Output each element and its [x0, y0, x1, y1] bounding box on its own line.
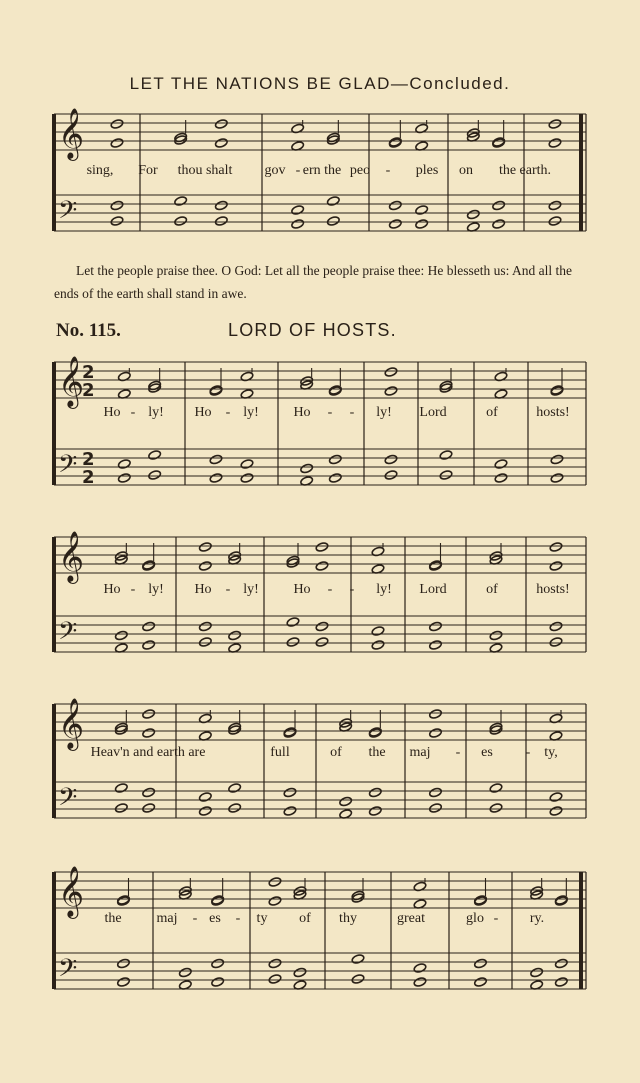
half-note	[211, 958, 225, 969]
lyric-syllable: the earth.	[498, 163, 552, 178]
lyric-syllable: gov	[264, 163, 286, 178]
half-note	[384, 454, 398, 465]
lyric-syllable: ly!	[243, 405, 259, 420]
half-note	[214, 216, 228, 227]
treble-staff	[54, 704, 586, 740]
half-note	[494, 459, 508, 470]
lyric-syllable: es	[209, 911, 221, 926]
half-note	[489, 783, 503, 794]
lyric-syllable: -	[130, 405, 136, 420]
half-note	[429, 709, 443, 720]
lyric-syllable: For	[138, 163, 158, 178]
half-note	[549, 621, 563, 632]
half-note	[384, 386, 398, 397]
half-note	[549, 561, 563, 572]
half-note	[368, 806, 382, 817]
half-note	[198, 621, 212, 632]
half-note	[174, 196, 188, 207]
half-note	[351, 974, 365, 985]
half-note	[142, 787, 156, 798]
half-note	[228, 630, 242, 641]
lyric-syllable: glo	[466, 911, 484, 926]
half-note	[413, 963, 427, 974]
lyric-syllable: -	[327, 405, 333, 420]
half-note	[214, 200, 228, 211]
half-note	[549, 792, 563, 803]
lyric-syllable: sing,	[86, 163, 114, 178]
lyric-syllable: Lord	[419, 582, 447, 597]
half-note	[326, 196, 340, 207]
half-note	[142, 728, 156, 739]
half-note	[554, 958, 568, 969]
hymn-title: LORD OF HOSTS.	[228, 320, 397, 340]
half-note	[293, 967, 307, 978]
half-note	[554, 977, 568, 988]
half-note	[328, 454, 342, 465]
half-note	[268, 974, 282, 985]
lyric-syllable: ty,	[544, 745, 558, 760]
lyric-syllable: of	[486, 405, 498, 420]
lyric-syllable: thy	[339, 911, 357, 926]
half-note	[142, 709, 156, 720]
lyric-syllable: -	[225, 582, 231, 597]
lyric-syllable: Lord	[419, 405, 447, 420]
half-note	[548, 200, 562, 211]
lyric-syllable: -	[385, 163, 391, 178]
lyric-syllable: ples	[415, 163, 439, 178]
lyric-syllable: the	[104, 911, 122, 926]
half-note	[439, 470, 453, 481]
treble-clef-icon: 𝄞	[58, 866, 85, 917]
half-note	[494, 473, 508, 484]
half-note	[114, 803, 128, 814]
bass-clef-icon: 𝄢	[58, 783, 78, 818]
half-note	[117, 473, 131, 484]
lyric-syllable: Ho	[293, 582, 311, 597]
lyric-syllable: -	[235, 911, 241, 926]
lyric-syllable: ly!	[376, 405, 392, 420]
half-note	[339, 796, 353, 807]
half-note	[178, 967, 192, 978]
time-signature: 2	[82, 362, 95, 383]
half-note	[174, 216, 188, 227]
lyric-syllable: -	[349, 405, 355, 420]
bass-staff	[54, 195, 586, 231]
time-signature: 2	[82, 449, 95, 470]
half-note	[548, 138, 562, 149]
lyric-syllable: great	[397, 911, 425, 926]
half-note	[117, 958, 131, 969]
half-note	[114, 630, 128, 641]
half-note	[142, 803, 156, 814]
half-note	[211, 977, 225, 988]
half-note	[368, 787, 382, 798]
lyric-syllable: ty	[256, 911, 268, 926]
half-note	[429, 621, 443, 632]
lyric-syllable: Ho	[103, 405, 121, 420]
half-note	[429, 728, 443, 739]
half-note	[198, 542, 212, 553]
lyric-syllable: Ho	[103, 582, 121, 597]
half-note	[291, 219, 305, 230]
half-note	[286, 637, 300, 648]
lyric-syllable: full	[270, 745, 290, 760]
treble-staff	[54, 537, 586, 573]
half-note	[268, 896, 282, 907]
half-note	[530, 967, 544, 978]
half-note	[466, 209, 480, 220]
half-note	[388, 200, 402, 211]
lyric-syllable: of	[486, 582, 498, 597]
half-note	[117, 977, 131, 988]
half-note	[371, 640, 385, 651]
lyric-syllable: maj	[156, 911, 178, 926]
treble-clef-icon: 𝄞	[58, 108, 85, 159]
half-note	[268, 877, 282, 888]
lyric-syllable: ly!	[243, 582, 259, 597]
half-note	[326, 216, 340, 227]
half-note	[228, 803, 242, 814]
lyric-syllable: maj	[409, 745, 431, 760]
half-note	[474, 958, 488, 969]
treble-staff	[54, 872, 586, 908]
half-note	[429, 787, 443, 798]
half-note	[142, 640, 156, 651]
half-note	[549, 637, 563, 648]
lyric-syllable: es	[481, 745, 493, 760]
lyric-syllable: Ho	[293, 405, 311, 420]
half-note	[110, 200, 124, 211]
verse-text: Let the people praise thee. O God: Let all the people praise thee: He blesseth us: And all the ends of the earth shall stand in awe.	[54, 263, 572, 301]
bass-clef-icon: 𝄢	[58, 450, 78, 485]
half-note	[198, 637, 212, 648]
lyric-syllable: -	[130, 582, 136, 597]
lyric-syllable: -	[349, 582, 355, 597]
treble-clef-icon: 𝄞	[58, 531, 85, 582]
half-note	[268, 958, 282, 969]
half-note	[283, 787, 297, 798]
half-note	[415, 219, 429, 230]
half-note	[240, 459, 254, 470]
half-note	[198, 806, 212, 817]
half-note	[351, 954, 365, 965]
half-note	[415, 205, 429, 216]
lyric-syllable: -	[295, 163, 301, 178]
treble-clef-icon: 𝄞	[58, 356, 85, 407]
half-note	[110, 119, 124, 130]
lyric-syllable: of	[299, 911, 311, 926]
hymn-number: No. 115.	[56, 320, 121, 341]
half-note	[489, 630, 503, 641]
lyric-syllable: on	[459, 163, 473, 178]
half-note	[110, 138, 124, 149]
lyric-syllable: -	[192, 911, 198, 926]
half-note	[209, 473, 223, 484]
treble-staff	[54, 114, 586, 150]
bass-clef-icon: 𝄢	[58, 617, 78, 652]
lyric-syllable: ly!	[376, 582, 392, 597]
half-note	[240, 473, 254, 484]
half-note	[439, 450, 453, 461]
bass-staff	[54, 953, 586, 989]
lyric-syllable: peo	[349, 163, 371, 178]
lyric-syllable: thou shalt	[177, 163, 233, 178]
half-note	[214, 138, 228, 149]
lyric-syllable: ry.	[529, 911, 545, 926]
half-note	[550, 454, 564, 465]
half-note	[474, 977, 488, 988]
bass-staff	[54, 782, 586, 818]
lyric-syllable: ly!	[148, 405, 164, 420]
lyric-syllable: of	[330, 745, 342, 760]
half-note	[384, 367, 398, 378]
half-note	[114, 783, 128, 794]
half-note	[300, 463, 314, 474]
half-note	[548, 119, 562, 130]
half-note	[198, 792, 212, 803]
half-note	[492, 219, 506, 230]
lyric-syllable: -	[225, 405, 231, 420]
half-note	[550, 473, 564, 484]
lyric-syllable: ern the	[302, 163, 342, 178]
time-signature: 2	[82, 467, 95, 488]
half-note	[148, 450, 162, 461]
half-note	[110, 216, 124, 227]
half-note	[371, 626, 385, 637]
lyric-syllable: the	[368, 745, 386, 760]
page-title: LET THE NATIONS BE GLAD—Concluded.	[129, 74, 511, 93]
half-note	[429, 640, 443, 651]
half-note	[214, 119, 228, 130]
lyric-syllable: -	[455, 745, 461, 760]
lyric-syllable: ly!	[148, 582, 164, 597]
half-note	[209, 454, 223, 465]
bass-clef-icon: 𝄢	[58, 954, 78, 989]
lyric-syllable: -	[493, 911, 499, 926]
half-note	[328, 473, 342, 484]
half-note	[489, 803, 503, 814]
half-note	[388, 219, 402, 230]
half-note	[549, 806, 563, 817]
half-note	[413, 977, 427, 988]
lyric-syllable: hosts!	[536, 582, 570, 597]
time-signature: 2	[82, 380, 95, 401]
half-note	[198, 561, 212, 572]
half-note	[315, 637, 329, 648]
half-note	[117, 459, 131, 470]
half-note	[148, 470, 162, 481]
half-note	[315, 542, 329, 553]
half-note	[286, 617, 300, 628]
half-note	[549, 542, 563, 553]
bass-clef-icon: 𝄢	[58, 196, 78, 231]
half-note	[142, 621, 156, 632]
half-note	[384, 470, 398, 481]
lyric-syllable: hosts!	[536, 405, 570, 420]
lyric-syllable: -	[525, 745, 531, 760]
treble-clef-icon: 𝄞	[58, 698, 85, 749]
lyric-syllable: Ho	[194, 405, 212, 420]
lyric-syllable: Heav'n and earth are	[90, 745, 206, 760]
half-note	[315, 621, 329, 632]
half-note	[548, 216, 562, 227]
lyric-syllable: -	[327, 582, 333, 597]
half-note	[492, 200, 506, 211]
half-note	[283, 806, 297, 817]
half-note	[228, 783, 242, 794]
half-note	[429, 803, 443, 814]
half-note	[291, 205, 305, 216]
lyric-syllable: Ho	[194, 582, 212, 597]
half-note	[315, 561, 329, 572]
